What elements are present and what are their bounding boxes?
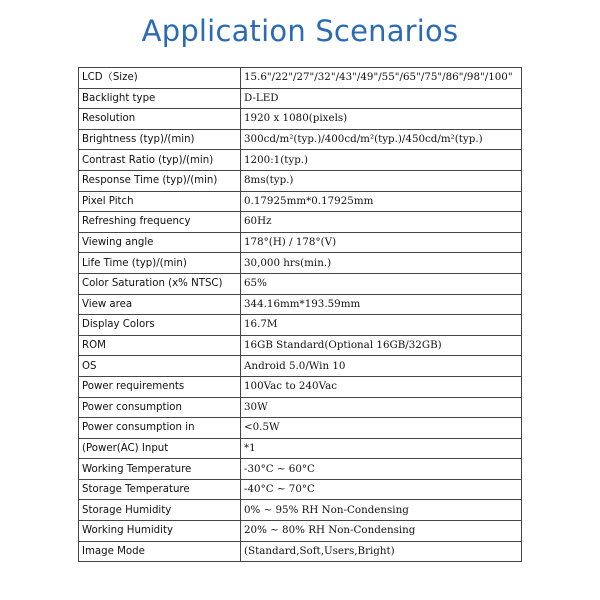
table-row [79, 541, 522, 562]
spec-label: Color Saturation (x% NTSC) [79, 273, 241, 294]
spec-label: Display Colors [79, 315, 241, 336]
spec-value: 100Vac to 240Vac [241, 376, 522, 397]
table-row [79, 500, 522, 521]
spec-label: ROM [79, 335, 241, 356]
table-row [79, 479, 522, 500]
spec-label: Resolution [79, 109, 241, 130]
spec-value: 20% ~ 80% RH Non-Condensing [241, 521, 522, 542]
spec-label: Pixel Pitch [79, 191, 241, 212]
spec-label: LCD（Size) [79, 68, 241, 89]
spec-label: Contrast Ratio (typ)/(min) [79, 150, 241, 171]
spec-label: Storage Temperature [79, 479, 241, 500]
spec-value: *1 [241, 438, 522, 459]
table-row [79, 170, 522, 191]
spec-value: 1200:1(typ.) [241, 150, 522, 171]
spec-label: Storage Humidity [79, 500, 241, 521]
spec-value: 30W [241, 397, 522, 418]
spec-label: Backlight type [79, 88, 241, 109]
spec-label: (Power(AC) Input [79, 438, 241, 459]
table-row [79, 68, 522, 89]
table-row [79, 356, 522, 377]
spec-label: Viewing angle [79, 232, 241, 253]
spec-value: (Standard,Soft,Users,Bright) [241, 541, 522, 562]
spec-value: Android 5.0/Win 10 [241, 356, 522, 377]
spec-value: 0% ~ 95% RH Non-Condensing [241, 500, 522, 521]
spec-label: OS [79, 356, 241, 377]
spec-value: D-LED [241, 88, 522, 109]
spec-label: Power requirements [79, 376, 241, 397]
spec-value: 30,000 hrs(min.) [241, 253, 522, 274]
spec-value: 178°(H) / 178°(V) [241, 232, 522, 253]
table-row [79, 376, 522, 397]
table-row [79, 335, 522, 356]
spec-label: Brightness (typ)/(min) [79, 129, 241, 150]
table-row [79, 129, 522, 150]
table-row [79, 232, 522, 253]
table-row [79, 273, 522, 294]
table-row [79, 397, 522, 418]
spec-value: 60Hz [241, 212, 522, 233]
spec-value: 1920 x 1080(pixels) [241, 109, 522, 130]
table-row [79, 88, 522, 109]
spec-label: Working Humidity [79, 521, 241, 542]
table-row [79, 521, 522, 542]
table-row [79, 109, 522, 130]
table-row [79, 253, 522, 274]
spec-label: Response Time (typ)/(min) [79, 170, 241, 191]
spec-value: -40°C ~ 70°C [241, 479, 522, 500]
spec-label: View area [79, 294, 241, 315]
spec-value: 8ms(typ.) [241, 170, 522, 191]
table-row [79, 150, 522, 171]
spec-table-body [79, 68, 522, 562]
spec-label: Image Mode [79, 541, 241, 562]
spec-label: Life Time (typ)/(min) [79, 253, 241, 274]
spec-table [78, 67, 522, 562]
spec-label: Working Temperature [79, 459, 241, 480]
spec-value: -30°C ~ 60°C [241, 459, 522, 480]
spec-value: 0.17925mm*0.17925mm [241, 191, 522, 212]
spec-label: Power consumption in [79, 418, 241, 439]
table-row [79, 294, 522, 315]
table-row [79, 459, 522, 480]
spec-value: <0.5W [241, 418, 522, 439]
spec-value: 300cd/m²(typ.)/400cd/m²(typ.)/450cd/m²(typ.) [241, 129, 522, 150]
spec-value: 65% [241, 273, 522, 294]
spec-label: Power consumption [79, 397, 241, 418]
spec-value: 15.6"/22"/27"/32"/43"/49"/55"/65"/75"/86"/98"/100" [241, 68, 522, 89]
spec-value: 16.7M [241, 315, 522, 336]
spec-label: Refreshing frequency [79, 212, 241, 233]
table-row [79, 418, 522, 439]
page-title: Application Scenarios [141, 14, 459, 48]
table-row [79, 438, 522, 459]
table-row [79, 212, 522, 233]
table-row [79, 191, 522, 212]
spec-value: 344.16mm*193.59mm [241, 294, 522, 315]
spec-value: 16GB Standard(Optional 16GB/32GB) [241, 335, 522, 356]
table-row [79, 315, 522, 336]
